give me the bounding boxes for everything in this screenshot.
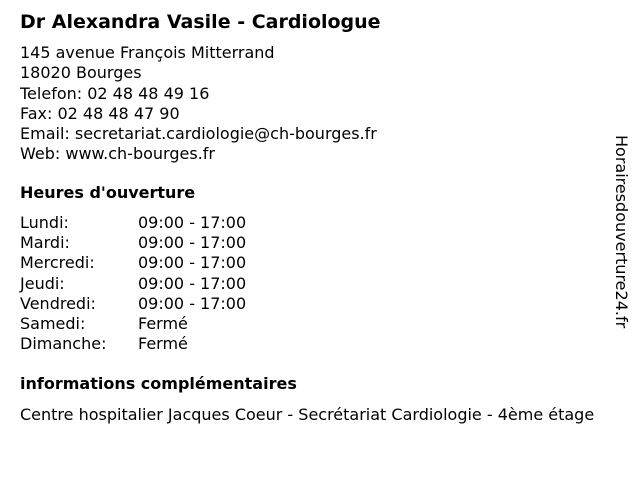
hours-row	[20, 213, 246, 233]
hours-row	[20, 274, 246, 294]
site-watermark: Horairesdouverture24.fr	[612, 135, 631, 329]
email-address[interactable]: Email: secretariat.cardiologie@ch-bourges.fr	[20, 124, 377, 144]
hours-row	[20, 314, 246, 334]
phone-number[interactable]: Telefon: 02 48 48 49 16	[20, 83, 210, 103]
website-link[interactable]: Web: www.ch-bourges.fr	[20, 144, 215, 164]
hours-row	[20, 253, 246, 273]
additional-info-heading: informations complémentaires	[20, 374, 297, 393]
day-hours: 09:00 - 17:00	[138, 293, 247, 313]
hours-row	[20, 334, 246, 354]
address-city: 18020 Bourges	[20, 63, 142, 83]
address-street: 145 avenue François Mitterrand	[20, 43, 275, 62]
day-label: Jeudi:	[20, 273, 65, 293]
day-hours: 09:00 - 17:00	[138, 273, 247, 293]
opening-hours-table	[20, 213, 246, 354]
day-label: Samedi:	[20, 314, 86, 334]
hours-row	[20, 233, 246, 253]
day-hours: 09:00 - 17:00	[138, 213, 247, 232]
additional-info-text: Centre hospitalier Jacques Coeur - Secrétariat Cardiologie - 4ème étage	[20, 405, 595, 424]
day-hours: Fermé	[138, 314, 188, 334]
day-hours: 09:00 - 17:00	[138, 253, 247, 273]
hours-row	[20, 294, 246, 314]
day-hours: 09:00 - 17:00	[138, 233, 247, 253]
day-label: Lundi:	[20, 213, 69, 232]
fax-number: Fax: 02 48 48 47 90	[20, 103, 180, 123]
page-title: Dr Alexandra Vasile - Cardiologue	[20, 11, 381, 33]
day-label: Dimanche:	[20, 334, 107, 354]
contact-block	[20, 43, 377, 165]
day-label: Vendredi:	[20, 293, 96, 313]
day-label: Mardi:	[20, 233, 70, 253]
opening-hours-heading: Heures d'ouverture	[20, 183, 196, 202]
day-label: Mercredi:	[20, 253, 95, 273]
day-hours: Fermé	[138, 334, 188, 354]
